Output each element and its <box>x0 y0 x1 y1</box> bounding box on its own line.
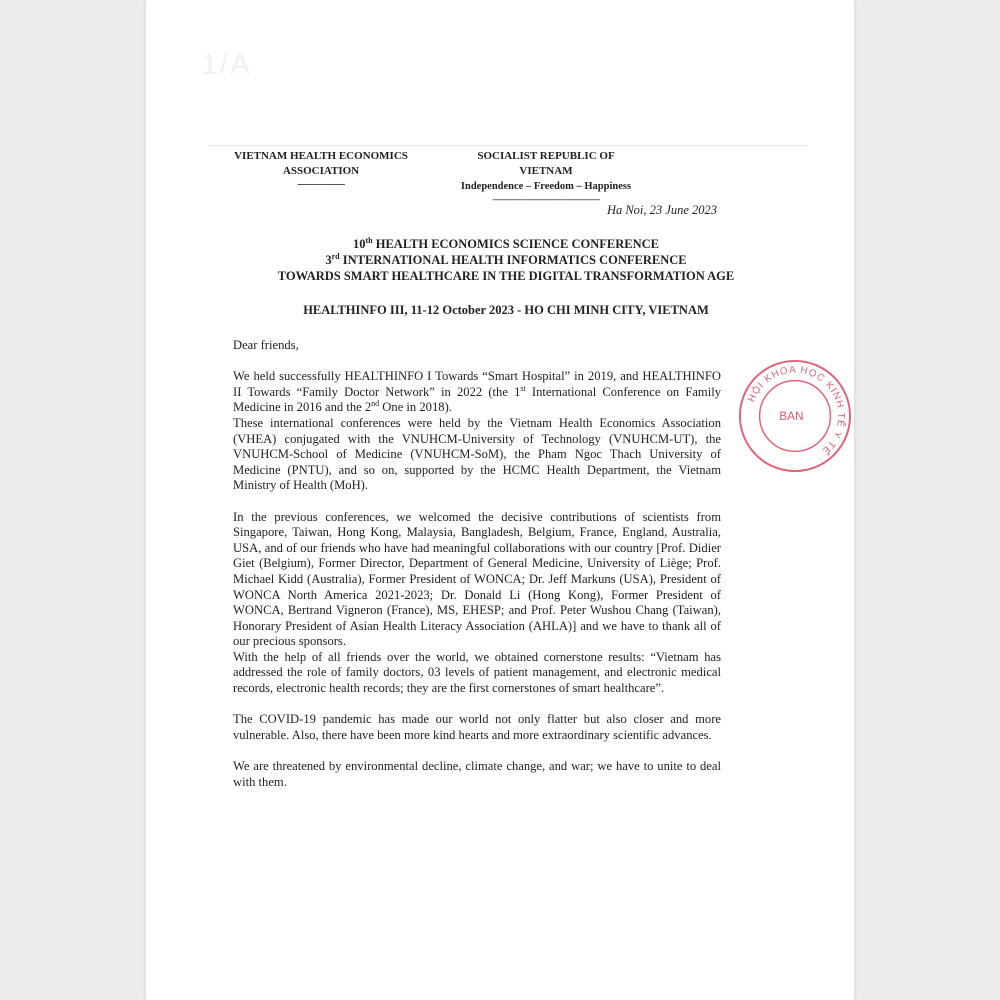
greeting: Dear friends, <box>233 338 299 352</box>
title-line-3: TOWARDS SMART HEALTHCARE IN THE DIGITAL TRANSFORMATION AGE <box>277 269 735 283</box>
state-motto: Independence – Freedom – Happiness <box>460 181 632 192</box>
background-watermark: 1/A <box>201 48 253 81</box>
event-line: HEALTHINFO III, 11-12 October 2023 - HO CHI MINH CITY, VIETNAM <box>303 303 709 317</box>
title-line-2: 3rd INTERNATIONAL HEALTH INFORMATICS CONFERENCE <box>325 251 687 267</box>
red-seal-stamp <box>736 357 854 475</box>
association-header <box>226 149 416 189</box>
paragraph-2: These international conferences were held by the Vietnam Health Economics Association (VHEA) conjugated with the VNUHCM-University of Technology (VNUHCM-UT), the VNUHCM-School of Medicine (VNUHCM-SoM), the Pham Ngoc Thach University of Medicine (PNTU), and so on, supported by the HCMC Health Department, the Vietnam Ministry of Health (MoH). <box>233 415 721 493</box>
paragraph-4: With the help of all friends over the world, we obtained cornerstone results: “Vietnam has addressed the role of family doctors, 03 levels of patient management, and electronic medical records, electronic health records; they are the first cornerstones of smart healthcare”. <box>233 649 721 696</box>
title-line-1: 10th HEALTH ECONOMICS SCIENCE CONFERENCE <box>352 235 660 251</box>
state-name: SOCIALIST REPUBLIC OF VIETNAM <box>477 150 615 177</box>
paragraph-5: The COVID-19 pandemic has made our world not only flatter but also closer and more vulnerable. Also, there have been more kind hearts and more extraordinary scientific advances. <box>233 712 721 742</box>
paragraph-3: In the previous conferences, we welcomed the decisive contributions of scientists from Singapore, Taiwan, Hong Kong, Malaysia, Bangladesh, Belgium, France, England, Australia, USA, and of our friends who have had meaningful collaborations with our country [Prof. Didier Giet (Belgium), Former Director, Department of General Medicine, University of Liège; Prof. Michael Kidd (Australia), Former President of WONCA; Dr. Jeff Markuns (USA), President of WONCA North America 2021-2023; Dr. Donald Li (Hong Kong), Former President of WONCA, Bertrand Vigneron (France), MS, EHESP; and Prof. Peter Wushou Chang (Taiwan), Honorary President of Asian Health Literacy Association (AHLA)] and we have to thank all of our precious sponsors. <box>233 509 721 649</box>
state-header <box>451 149 641 204</box>
header-divider <box>208 145 808 146</box>
state-underline: ------------------------------------------- <box>492 194 600 204</box>
svg-text:HỘI KHOA HỌC KINH TẾ Y TẾ: HỘI KHOA HỌC KINH TẾ Y TẾ <box>746 364 847 457</box>
letter-body <box>233 338 721 790</box>
document-page <box>146 0 854 1000</box>
conference-titles <box>226 236 786 284</box>
association-underline: ------------------- <box>297 179 345 189</box>
paragraph-6: We are threatened by environmental decline, climate change, and war; we have to unite to deal with them. <box>233 759 721 789</box>
paragraph-1: We held successfully HEALTHINFO I Towards “Smart Hospital” in 2019, and HEALTHINFO II Towards “Family Doctor Network” in 2022 (the 1st International Conference on Family Medicine in 2016 and the 2nd One in 2018). <box>233 369 722 415</box>
association-name-line1: VIETNAM HEALTH ECONOMICS <box>234 150 408 162</box>
svg-text:BAN: BAN <box>779 408 804 423</box>
association-name-line2: ASSOCIATION <box>282 165 360 177</box>
letter-date: Ha Noi, 23 June 2023 <box>606 203 717 217</box>
